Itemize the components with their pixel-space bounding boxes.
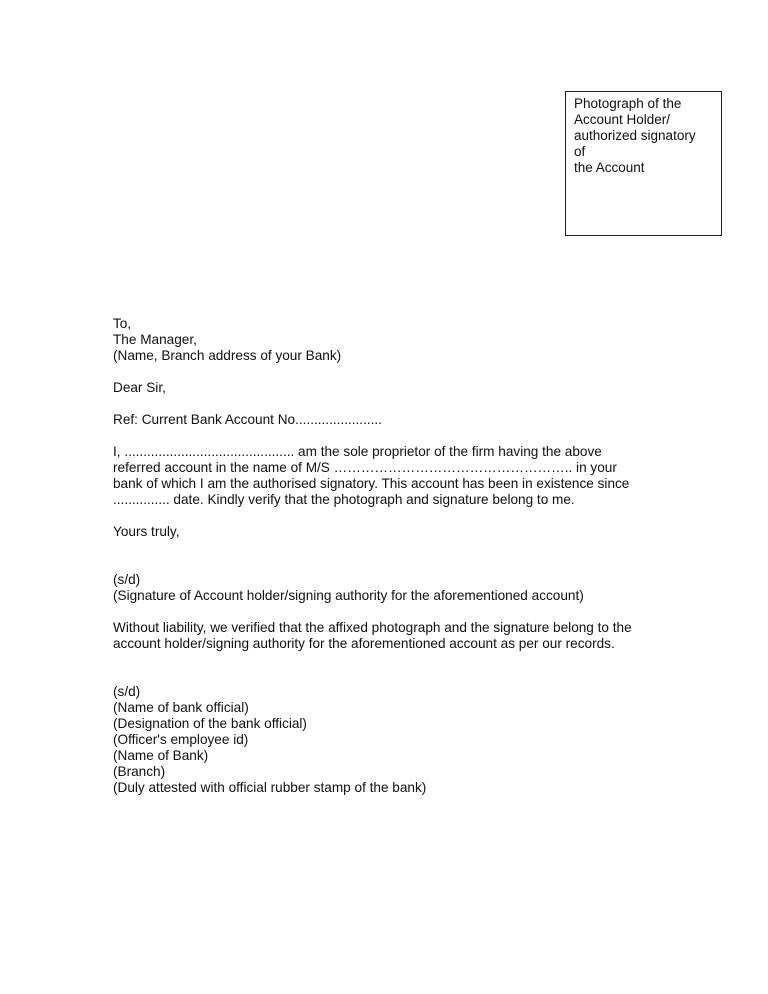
salutation: Dear Sir, [113,380,166,395]
body-line: bank of which I am the authorised signatory. This account has been in existence since [113,476,630,491]
photo-box-line: Account Holder/ [574,112,671,127]
body-line: referred account in the name of M/S …………………………………………….. in your [113,460,617,475]
official-sd: (s/d) [113,684,141,699]
holder-sd: (s/d) [113,572,141,587]
closing: Yours truly, [113,524,180,539]
holder-signature-label: (Signature of Account holder/signing authority for the aforementioned account) [113,588,584,603]
photo-box-line: authorized signatory [574,128,696,143]
reference-line: Ref: Current Bank Account No....................... [113,412,382,427]
photo-box-line: Photograph of the [574,96,682,111]
verification-line: Without liability, we verified that the affixed photograph and the signature belong to the [113,620,632,635]
letter-body [113,316,653,796]
official-line: (Name of Bank) [113,748,209,763]
official-line: (Officer's employee id) [113,732,249,747]
recipient-address: (Name, Branch address of your Bank) [113,348,342,363]
official-line: (Duly attested with official rubber stamp of the bank) [113,780,427,795]
recipient-to: To, [113,316,132,331]
body-line: I, ............................................. am the sole proprietor of the firm having the above [113,444,602,459]
official-line: (Name of bank official) [113,700,249,715]
official-line: (Branch) [113,764,166,779]
official-line: (Designation of the bank official) [113,716,307,731]
recipient-title: The Manager, [113,332,197,347]
photograph-box [565,91,722,236]
photo-box-line: of [574,144,586,159]
photo-box-line: the Account [574,160,645,175]
verification-line: account holder/signing authority for the aforementioned account as per our records. [113,636,615,651]
body-line: ............... date. Kindly verify that the photograph and signature belong to me. [113,492,575,507]
